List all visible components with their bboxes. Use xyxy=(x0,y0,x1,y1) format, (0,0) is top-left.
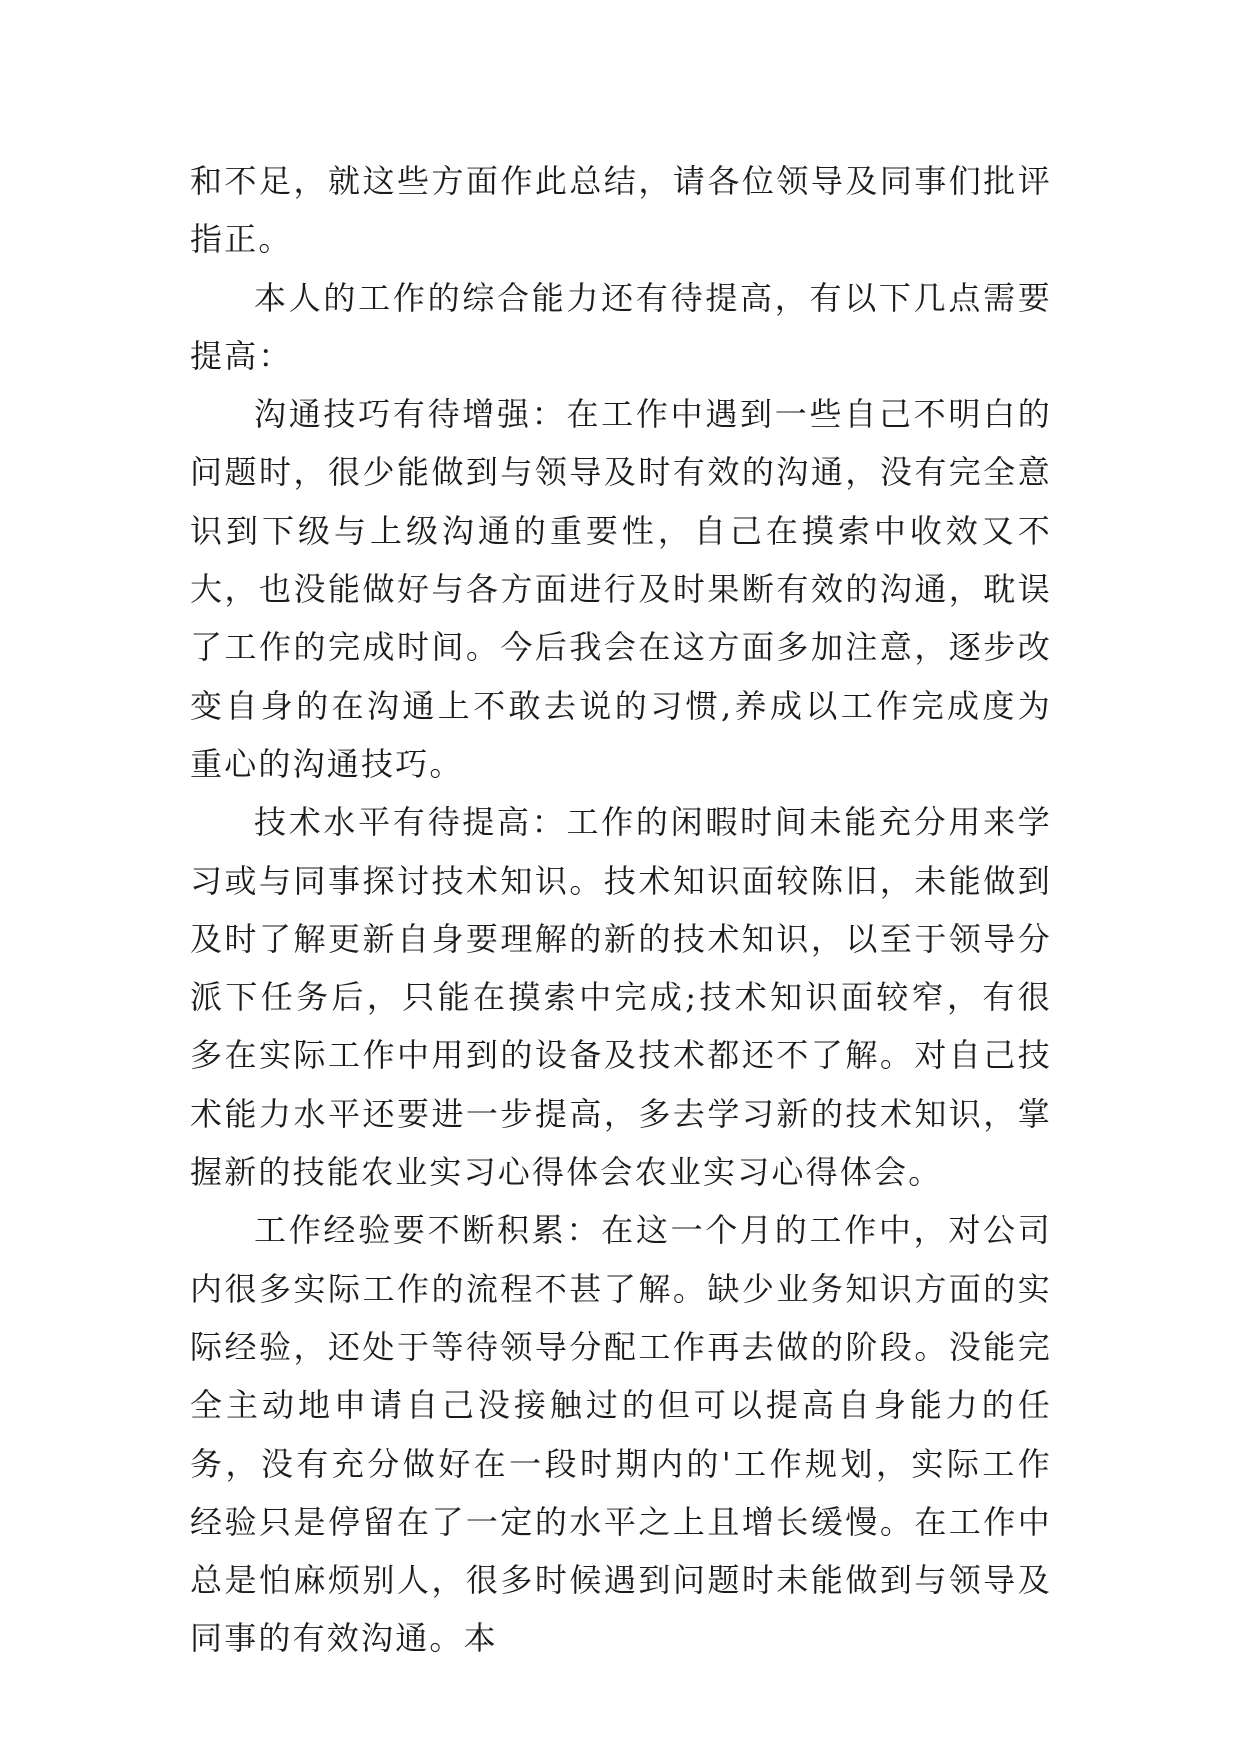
paragraph-continuation: 和不足，就这些方面作此总结，请各位领导及同事们批评指正。 xyxy=(190,162,1052,259)
paragraph-work-experience: 工作经验要不断积累：在这一个月的工作中，对公司内很多实际工作的流程不甚了解。缺少业务知识方面的实际经验，还处于等待领导分配工作再去做的阶段。没能完全主动地申请自己没接触过的但可以提高自身能力的任务，没有充分做好在一段时期内的'工作规划，实际工作经验只是停留在了一定的水平之上且增长缓慢。在工作中总是怕麻烦别人，很多时候遇到问题时未能做到与领导及同事的有效沟通。本 xyxy=(190,1211,1052,1658)
paragraph-technical-level: 技术水平有待提高：工作的闲暇时间未能充分用来学习或与同事探讨技术知识。技术知识面较陈旧，未能做到及时了解更新自身要理解的新的技术知识，以至于领导分派下任务后，只能在摸索中完成;技术知识面较窄，有很多在实际工作中用到的设备及技术都还不了解。对自己技术能力水平还要进一步提高，多去学习新的技术知识，掌握新的技能农业实习心得体会农业实习心得体会。 xyxy=(190,803,1052,1192)
document-body xyxy=(190,152,1052,1668)
paragraph-ability-intro: 本人的工作的综合能力还有待提高，有以下几点需要提高： xyxy=(190,278,1052,375)
paragraph-communication-skills: 沟通技巧有待增强：在工作中遇到一些自己不明白的问题时，很少能做到与领导及时有效的沟通，没有完全意识到下级与上级沟通的重要性，自己在摸索中收效又不大，也没能做好与各方面进行及时果断有效的沟通，耽误了工作的完成时间。今后我会在这方面多加注意，逐步改变自身的在沟通上不敢去说的习惯,养成以工作完成度为重心的沟通技巧。 xyxy=(190,395,1052,783)
